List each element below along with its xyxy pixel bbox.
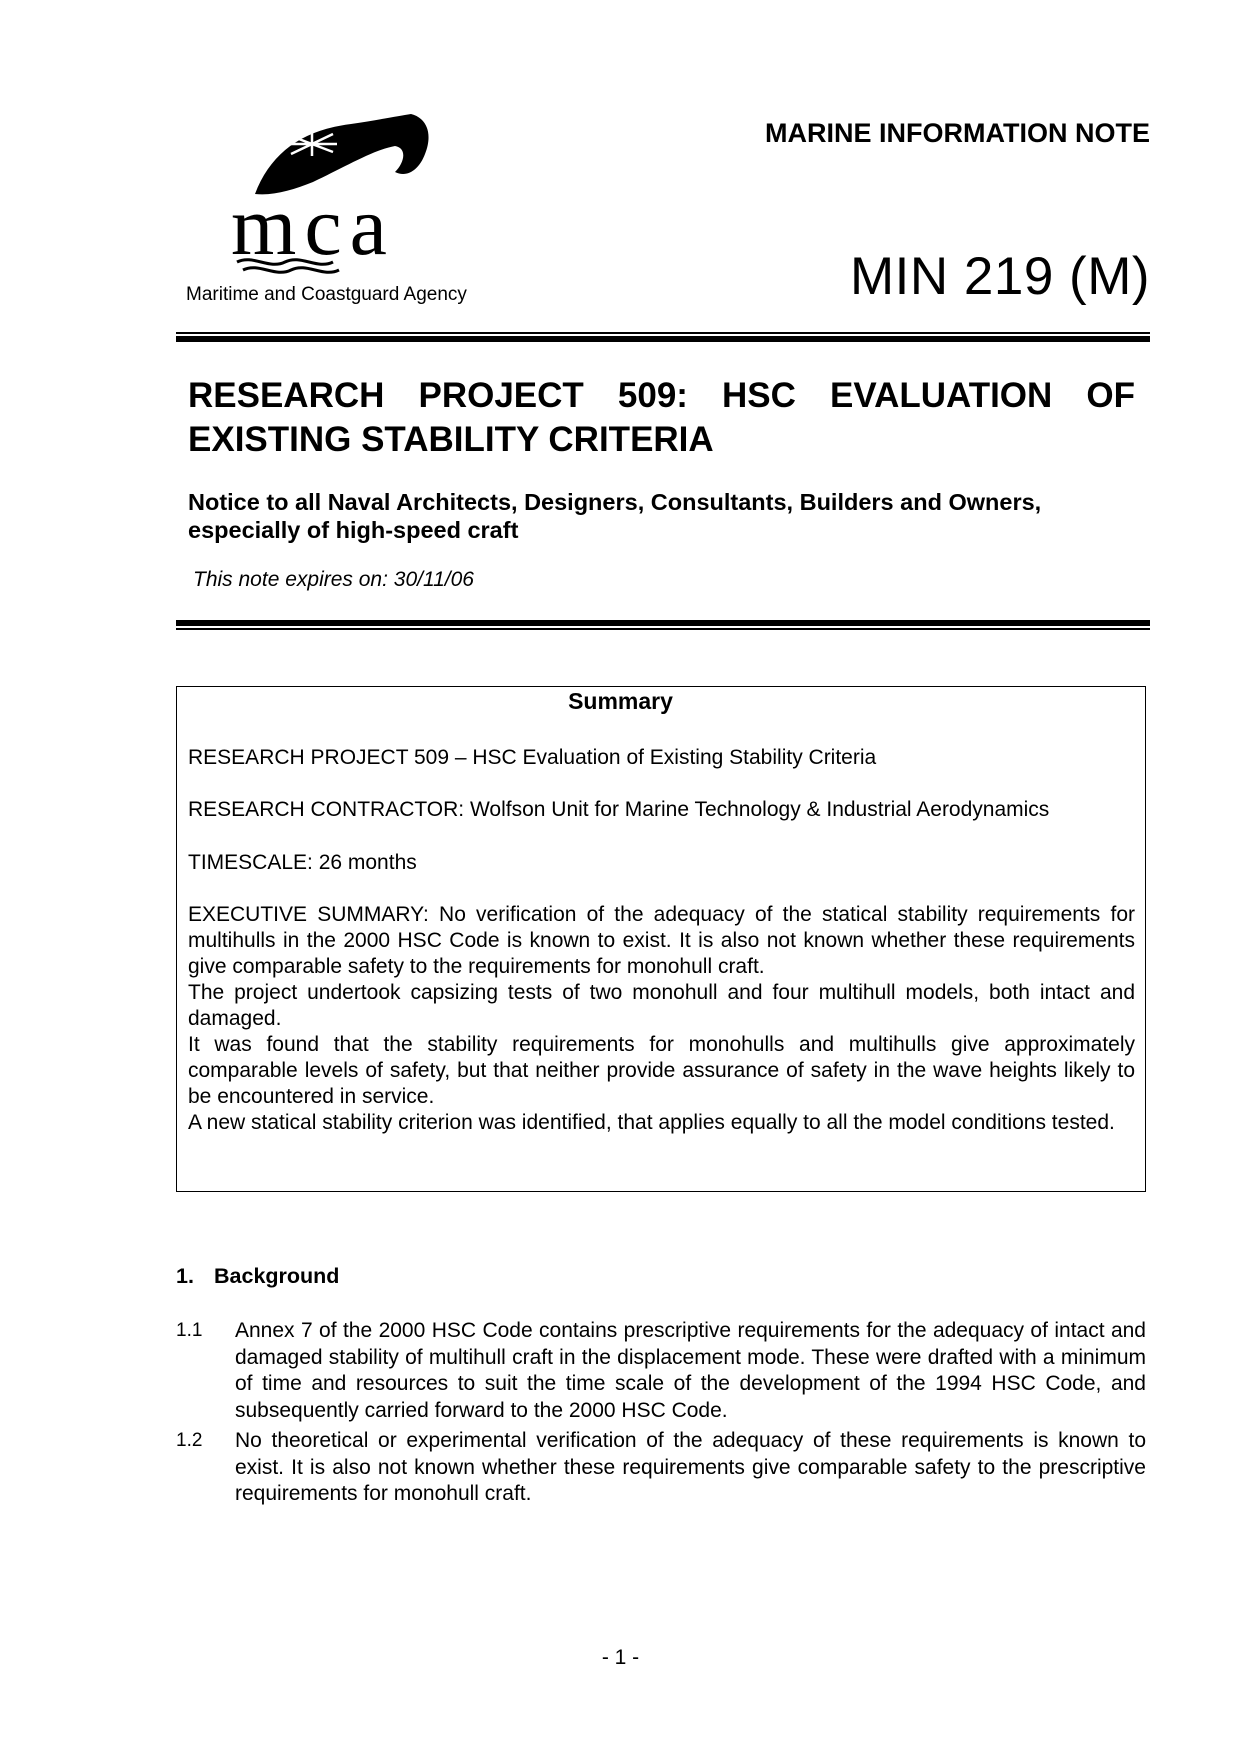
section-number: 1. — [176, 1264, 194, 1288]
paragraph-1-1 — [176, 1318, 1146, 1424]
page-title: RESEARCH PROJECT 509: HSC EVALUATION OF EXISTING STABILITY CRITERIA — [188, 376, 1135, 459]
mca-logo-lettering: mca — [231, 180, 395, 273]
paragraph-1-2 — [176, 1428, 1146, 1508]
section-heading — [176, 1264, 339, 1289]
title-divider — [176, 620, 1150, 630]
executive-summary-paragraph: A new statical stability criterion was identified, that applies equally to all the model conditions tested. — [188, 1111, 1115, 1134]
header-divider — [176, 332, 1150, 342]
summary-project: RESEARCH PROJECT 509 – HSC Evaluation of Existing Stability Criteria — [188, 746, 877, 769]
paragraph-number: 1.2 — [176, 1430, 203, 1451]
section-title: Background — [214, 1264, 340, 1288]
summary-contractor: RESEARCH CONTRACTOR: Wolfson Unit for Marine Technology & Industrial Aerodynamics — [188, 798, 1050, 821]
paragraph-number: 1.1 — [176, 1320, 203, 1341]
mca-logo — [183, 112, 533, 312]
document-number: MIN 219 (M) — [850, 247, 1150, 306]
executive-summary-paragraph: The project undertook capsizing tests of two monohull and four multihull models, both intact and damaged. — [188, 981, 1135, 1030]
summary-timescale: TIMESCALE: 26 months — [188, 851, 417, 874]
executive-summary — [188, 902, 1135, 1136]
agency-name: Maritime and Coastguard Agency — [186, 284, 467, 305]
executive-summary-paragraph: EXECUTIVE SUMMARY: No verification of the adequacy of the statical stability requirements for multihulls in the 2000 HSC Code is known to exist. It is also not known whether these requirements give comparable safety to the requirements for monohull craft. — [188, 903, 1135, 978]
paragraph-text: Annex 7 of the 2000 HSC Code contains prescriptive requirements for the adequacy of intact and damaged stability of multihull craft in the displacement mode. These were drafted with a minimum of time and resources to suit the time scale of the development of the 1994 HSC Code, and subsequently carried forward to the 2000 HSC Code. — [235, 1319, 1146, 1422]
executive-summary-paragraph: It was found that the stability requirements for monohulls and multihulls give approximately comparable levels of safety, but that neither provide assurance of safety in the wave heights likely to be encountered in service. — [188, 1033, 1135, 1108]
summary-heading: Summary — [568, 688, 673, 714]
notice-audience: Notice to all Naval Architects, Designers, Consultants, Builders and Owners, especially of high-speed craft — [188, 489, 1042, 543]
document-type: MARINE INFORMATION NOTE — [765, 118, 1150, 148]
paragraph-text: No theoretical or experimental verification of the adequacy of these requirements is known to exist. It is also not known whether these requirements give comparable safety to the prescriptive requirements for monohull craft. — [235, 1429, 1146, 1505]
page-number: - 1 - — [601, 1646, 640, 1669]
expiry-date: This note expires on: 30/11/06 — [193, 568, 474, 591]
